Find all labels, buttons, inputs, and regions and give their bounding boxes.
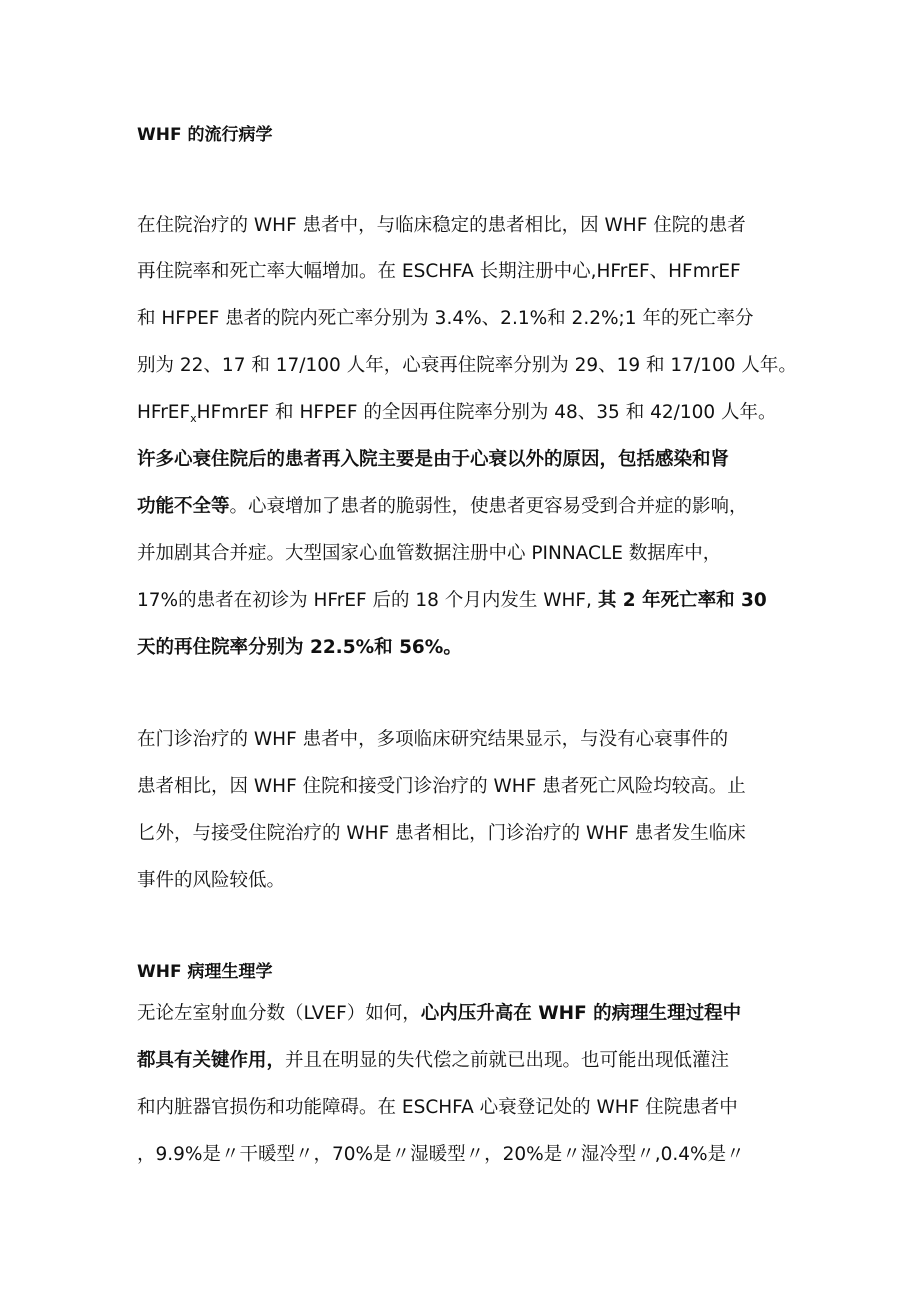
section-title-pathophysiology: WHF 病理生理学 bbox=[137, 962, 273, 982]
paragraph-line: 别为 22、17 和 17/100 人年，心衰再住院率分别为 29、19 和 17/100 人年。 bbox=[137, 355, 797, 376]
paragraph-line bbox=[137, 447, 729, 473]
bold-text: 都具有关键作用， bbox=[137, 1050, 286, 1071]
paragraph-line: 匕外，与接受住院治疗的 WHF 患者相比，门诊治疗的 WHF 患者发生临床 bbox=[137, 823, 746, 844]
paragraph-line bbox=[137, 494, 748, 520]
paragraph-line: 再住院率和死亡率大幅增加。在 ESCHFA 长期注册中心,HFrEF、HFmrEF bbox=[137, 261, 741, 282]
text-span: HFmrEF 和 HFPEF 的全因再住院率分别为 48、35 和 42/100 人年。 bbox=[196, 402, 777, 423]
bold-text: 天的再住院率分别为 22.5%和 56%。 bbox=[137, 637, 462, 658]
paragraph-line bbox=[137, 588, 767, 614]
paragraph-line bbox=[137, 400, 777, 426]
text-span: 无论左室射血分数（LVEF）如何， bbox=[137, 1003, 421, 1024]
text-span: 。心衰增加了患者的脆弱性，使患者更容易受到合并症的影响， bbox=[229, 496, 748, 517]
bold-text: 许多心衰住院后的患者再入院主要是由于心衰以外的原因，包括感染和肾 bbox=[137, 449, 730, 470]
text-span: 并且在明显的失代偿之前就已出现。也可能出现低灌注 bbox=[285, 1050, 730, 1071]
paragraph-line: 并加剧其合并症。大型国家心血管数据注册中心 PINNACLE 数据库中， bbox=[137, 543, 722, 564]
paragraph-line bbox=[137, 635, 462, 661]
bold-text: 心内压升高在 WHF 的病理生理过程中 bbox=[420, 1003, 742, 1024]
subscript: x bbox=[190, 412, 197, 425]
paragraph-line: 事件的风险较低。 bbox=[137, 870, 286, 891]
text-span: 17%的患者在初诊为 HFrEF 后的 18 个月内发生 WHF, bbox=[137, 590, 598, 611]
text-span: HFrEF bbox=[137, 402, 191, 423]
paragraph-line bbox=[137, 1048, 729, 1074]
paragraph-line: 和 HFPEF 患者的院内死亡率分别为 3.4%、2.1%和 2.2%;1 年的死亡率分 bbox=[137, 308, 754, 329]
section-title-epidemiology: WHF 的流行病学 bbox=[137, 125, 273, 145]
paragraph-line: ，9.9%是〃干暖型〃，70%是〃湿暖型〃，20%是〃湿冷型〃,0.4%是〃 bbox=[137, 1144, 745, 1165]
paragraph-line: 患者相比，因 WHF 住院和接受门诊治疗的 WHF 患者死亡风险均较高。止 bbox=[137, 776, 746, 797]
paragraph-line: 在住院治疗的 WHF 患者中，与临床稳定的患者相比，因 WHF 住院的患者 bbox=[137, 215, 746, 236]
bold-text: 功能不全等 bbox=[137, 496, 230, 517]
paragraph-line: 在门诊治疗的 WHF 患者中，多项临床研究结果显示，与没有心衰事件的 bbox=[137, 729, 729, 750]
paragraph-line bbox=[137, 1001, 741, 1027]
bold-text: 其 2 年死亡率和 30 bbox=[597, 590, 767, 611]
paragraph-line: 和内脏器官损伤和功能障碍。在 ESCHFA 心衰登记处的 WHF 住院患者中 bbox=[137, 1097, 738, 1118]
